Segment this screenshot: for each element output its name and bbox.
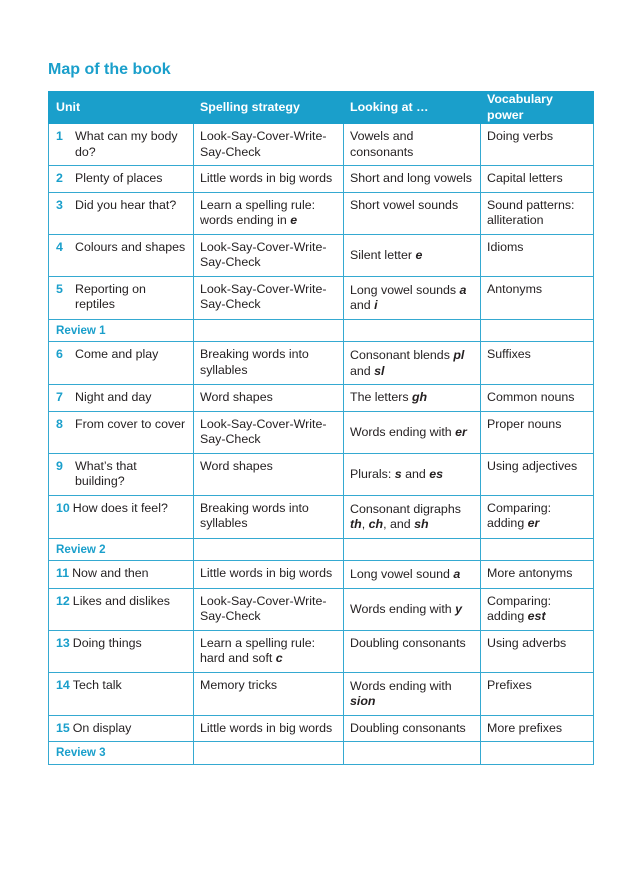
looking-at-cell bbox=[344, 385, 481, 412]
header-vocabulary-power: Vocabulary power bbox=[481, 92, 594, 124]
cell-text: Learn a spelling rule: hard and soft bbox=[200, 635, 316, 665]
unit-title: From cover to cover bbox=[75, 416, 186, 431]
unit-title: Did you hear that? bbox=[75, 197, 177, 212]
review-label: Review 3 bbox=[56, 746, 106, 759]
cell-text: and bbox=[401, 466, 430, 481]
unit-cell bbox=[49, 411, 194, 453]
cell-text: Antonyms bbox=[487, 281, 543, 296]
vocabulary-power-cell bbox=[481, 453, 594, 495]
spelling-strategy-cell bbox=[194, 385, 344, 412]
table-row bbox=[49, 715, 594, 742]
header-spelling-strategy: Spelling strategy bbox=[194, 92, 344, 124]
vocabulary-power-cell bbox=[481, 495, 594, 538]
emphasized-letters: sl bbox=[374, 363, 385, 378]
cell-text: Look-Say-Cover-Write-Say-Check bbox=[200, 239, 327, 269]
emphasized-letters: er bbox=[455, 424, 467, 439]
cell-text: and bbox=[350, 363, 375, 378]
cell-text: Comparing: adding bbox=[487, 500, 552, 530]
cell-text: Comparing: adding bbox=[487, 593, 552, 623]
unit-title: What’s that building? bbox=[75, 458, 137, 488]
empty-cell bbox=[481, 742, 594, 765]
cell-text: Look-Say-Cover-Write-Say-Check bbox=[200, 281, 327, 311]
cell-text: More antonyms bbox=[487, 566, 573, 580]
unit-title: Doing things bbox=[72, 635, 142, 650]
emphasized-letters: i bbox=[374, 298, 378, 312]
unit-title: Plenty of places bbox=[75, 171, 163, 185]
unit-title: Colours and shapes bbox=[75, 239, 186, 254]
emphasized-letters: es bbox=[429, 466, 444, 481]
cell-text: Look-Say-Cover-Write-Say-Check bbox=[200, 593, 327, 623]
cell-text: Consonant blends bbox=[350, 348, 454, 362]
vocabulary-power-cell bbox=[481, 672, 594, 715]
unit-title: Come and play bbox=[75, 347, 159, 361]
cell-text: More prefixes bbox=[487, 720, 563, 735]
cell-text: Word shapes bbox=[200, 390, 273, 404]
emphasized-letters: gh bbox=[411, 390, 428, 404]
cell-text: Prefixes bbox=[487, 677, 532, 692]
unit-number: 12 bbox=[56, 593, 70, 608]
review-cell bbox=[49, 319, 194, 342]
unit-title: Now and then bbox=[72, 566, 149, 580]
unit-number: 7 bbox=[56, 390, 63, 404]
vocabulary-power-cell bbox=[481, 124, 594, 166]
cell-text: Proper nouns bbox=[487, 416, 562, 431]
table-row bbox=[49, 672, 594, 715]
emphasized-letters: y bbox=[455, 601, 463, 616]
review-row bbox=[49, 742, 594, 765]
unit-cell bbox=[49, 124, 194, 166]
unit-title: Night and day bbox=[75, 390, 152, 404]
cell-text: Breaking words into syllables bbox=[200, 347, 309, 377]
table-row bbox=[49, 630, 594, 672]
unit-number: 4 bbox=[56, 239, 63, 254]
emphasized-letters: ch bbox=[368, 517, 384, 531]
cell-text: Common nouns bbox=[487, 390, 575, 404]
cell-text: Little words in big words bbox=[200, 720, 333, 735]
emphasized-letters: e bbox=[290, 213, 298, 227]
cell-text: Consonant digraphs bbox=[350, 501, 461, 516]
vocabulary-power-cell bbox=[481, 166, 594, 193]
unit-title: Reporting on reptiles bbox=[75, 281, 146, 311]
table-row bbox=[49, 124, 594, 166]
unit-cell bbox=[49, 715, 194, 742]
spelling-strategy-cell bbox=[194, 453, 344, 495]
cell-text: , and bbox=[383, 517, 415, 531]
unit-cell bbox=[49, 342, 194, 385]
looking-at-cell bbox=[344, 561, 481, 589]
looking-at-cell bbox=[344, 124, 481, 166]
vocabulary-power-cell bbox=[481, 234, 594, 276]
unit-number: 14 bbox=[56, 677, 70, 692]
unit-cell bbox=[49, 166, 194, 193]
emphasized-letters: a bbox=[459, 282, 467, 297]
cell-text: Little words in big words bbox=[200, 566, 333, 580]
review-label: Review 2 bbox=[56, 542, 106, 556]
unit-number: 2 bbox=[56, 171, 63, 185]
vocabulary-power-cell bbox=[481, 411, 594, 453]
unit-number: 6 bbox=[56, 347, 63, 361]
cell-text: Breaking words into syllables bbox=[200, 500, 309, 530]
unit-title: What can my body do? bbox=[75, 129, 178, 159]
looking-at-cell bbox=[344, 630, 481, 672]
empty-cell bbox=[344, 538, 481, 561]
cell-text: Short and long vowels bbox=[350, 171, 472, 185]
unit-title: Tech talk bbox=[72, 677, 122, 692]
review-row bbox=[49, 319, 594, 342]
looking-at-cell bbox=[344, 192, 481, 234]
spelling-strategy-cell bbox=[194, 672, 344, 715]
unit-cell bbox=[49, 588, 194, 630]
vocabulary-power-cell bbox=[481, 630, 594, 672]
cell-text: Vowels and consonants bbox=[350, 129, 414, 159]
spelling-strategy-cell bbox=[194, 166, 344, 193]
cell-text: Silent letter bbox=[350, 247, 416, 262]
review-cell bbox=[49, 538, 194, 561]
cell-text: Long vowel sound bbox=[350, 567, 454, 581]
unit-title: Likes and dislikes bbox=[72, 593, 170, 608]
unit-number: 8 bbox=[56, 416, 63, 431]
unit-number: 13 bbox=[56, 635, 70, 650]
vocabulary-power-cell bbox=[481, 588, 594, 630]
cell-text: and bbox=[350, 298, 375, 312]
cell-text: Word shapes bbox=[200, 458, 273, 473]
unit-number: 11 bbox=[56, 566, 70, 580]
empty-cell bbox=[344, 319, 481, 342]
emphasized-letters: e bbox=[415, 247, 423, 262]
unit-cell bbox=[49, 453, 194, 495]
table-row bbox=[49, 411, 594, 453]
emphasized-letters: er bbox=[527, 516, 540, 530]
review-label: Review 1 bbox=[56, 323, 106, 337]
vocabulary-power-cell bbox=[481, 192, 594, 234]
emphasized-letters: th bbox=[350, 517, 362, 531]
empty-cell bbox=[194, 319, 344, 342]
unit-cell bbox=[49, 495, 194, 538]
cell-text: Doing verbs bbox=[487, 129, 554, 143]
table-row bbox=[49, 561, 594, 589]
cell-text: Short vowel sounds bbox=[350, 197, 459, 212]
table-row bbox=[49, 192, 594, 234]
emphasized-letters: sh bbox=[414, 517, 429, 531]
empty-cell bbox=[481, 319, 594, 342]
spelling-strategy-cell bbox=[194, 715, 344, 742]
header-unit: Unit bbox=[49, 92, 194, 124]
unit-number: 15 bbox=[56, 720, 70, 735]
empty-cell bbox=[194, 742, 344, 765]
vocabulary-power-cell bbox=[481, 561, 594, 589]
unit-cell bbox=[49, 561, 194, 589]
cell-text: Memory tricks bbox=[200, 677, 278, 692]
cell-text: Long vowel sounds bbox=[350, 282, 460, 297]
table-row bbox=[49, 588, 594, 630]
empty-cell bbox=[344, 742, 481, 765]
vocabulary-power-cell bbox=[481, 385, 594, 412]
cell-text: Words ending with bbox=[350, 424, 456, 439]
header-looking-at: Looking at … bbox=[344, 92, 481, 124]
cell-text: Little words in big words bbox=[200, 171, 333, 185]
looking-at-cell bbox=[344, 166, 481, 193]
looking-at-cell bbox=[344, 342, 481, 385]
cell-text: Doubling consonants bbox=[350, 720, 466, 735]
table-row bbox=[49, 495, 594, 538]
unit-number: 1 bbox=[56, 129, 63, 143]
review-row bbox=[49, 538, 594, 561]
cell-text: Look-Say-Cover-Write-Say-Check bbox=[200, 129, 327, 159]
unit-cell bbox=[49, 192, 194, 234]
emphasized-letters: a bbox=[453, 567, 461, 581]
table-row bbox=[49, 234, 594, 276]
cell-text: , bbox=[361, 517, 369, 531]
spelling-strategy-cell bbox=[194, 588, 344, 630]
emphasized-letters: c bbox=[275, 651, 283, 665]
unit-cell bbox=[49, 385, 194, 412]
page-title: Map of the book bbox=[48, 61, 171, 78]
unit-number: 9 bbox=[56, 458, 63, 473]
unit-cell bbox=[49, 234, 194, 276]
unit-cell bbox=[49, 276, 194, 319]
looking-at-cell bbox=[344, 495, 481, 538]
looking-at-cell bbox=[344, 234, 481, 276]
unit-title: On display bbox=[72, 720, 132, 735]
looking-at-cell bbox=[344, 588, 481, 630]
table-row bbox=[49, 166, 594, 193]
unit-number: 5 bbox=[56, 281, 63, 296]
emphasized-letters: pl bbox=[453, 348, 465, 362]
cell-text: Plurals: bbox=[350, 466, 395, 481]
book-map-table bbox=[48, 91, 594, 765]
spelling-strategy-cell bbox=[194, 124, 344, 166]
looking-at-cell bbox=[344, 715, 481, 742]
unit-number: 10 bbox=[56, 500, 70, 515]
vocabulary-power-cell bbox=[481, 276, 594, 319]
looking-at-cell bbox=[344, 411, 481, 453]
review-cell bbox=[49, 742, 194, 765]
cell-text: Words ending with bbox=[350, 601, 456, 616]
cell-text: Using adverbs bbox=[487, 635, 567, 650]
table-header-row bbox=[49, 92, 594, 124]
cell-text: Suffixes bbox=[487, 347, 531, 361]
vocabulary-power-cell bbox=[481, 715, 594, 742]
emphasized-letters: sion bbox=[350, 694, 376, 708]
unit-cell bbox=[49, 630, 194, 672]
emphasized-letters: s bbox=[394, 466, 402, 481]
table-row bbox=[49, 453, 594, 495]
cell-text: Learn a spelling rule: words ending in bbox=[200, 197, 316, 227]
spelling-strategy-cell bbox=[194, 561, 344, 589]
spelling-strategy-cell bbox=[194, 495, 344, 538]
unit-title: How does it feel? bbox=[72, 500, 168, 515]
cell-text: Idioms bbox=[487, 239, 524, 254]
table-row bbox=[49, 276, 594, 319]
cell-text: Look-Say-Cover-Write-Say-Check bbox=[200, 416, 327, 446]
vocabulary-power-cell bbox=[481, 342, 594, 385]
emphasized-letters: est bbox=[527, 609, 546, 623]
empty-cell bbox=[481, 538, 594, 561]
empty-cell bbox=[194, 538, 344, 561]
unit-number: 3 bbox=[56, 197, 63, 212]
cell-text: The letters bbox=[350, 390, 412, 404]
spelling-strategy-cell bbox=[194, 342, 344, 385]
looking-at-cell bbox=[344, 276, 481, 319]
looking-at-cell bbox=[344, 453, 481, 495]
spelling-strategy-cell bbox=[194, 276, 344, 319]
cell-text: Sound patterns: alliteration bbox=[487, 197, 575, 227]
looking-at-cell bbox=[344, 672, 481, 715]
table-row bbox=[49, 385, 594, 412]
spelling-strategy-cell bbox=[194, 411, 344, 453]
table-row bbox=[49, 342, 594, 385]
cell-text: Doubling consonants bbox=[350, 635, 466, 650]
spelling-strategy-cell bbox=[194, 234, 344, 276]
cell-text: Words ending with bbox=[350, 678, 452, 693]
unit-cell bbox=[49, 672, 194, 715]
spelling-strategy-cell bbox=[194, 630, 344, 672]
cell-text: Capital letters bbox=[487, 171, 563, 185]
spelling-strategy-cell bbox=[194, 192, 344, 234]
cell-text: Using adjectives bbox=[487, 458, 578, 473]
